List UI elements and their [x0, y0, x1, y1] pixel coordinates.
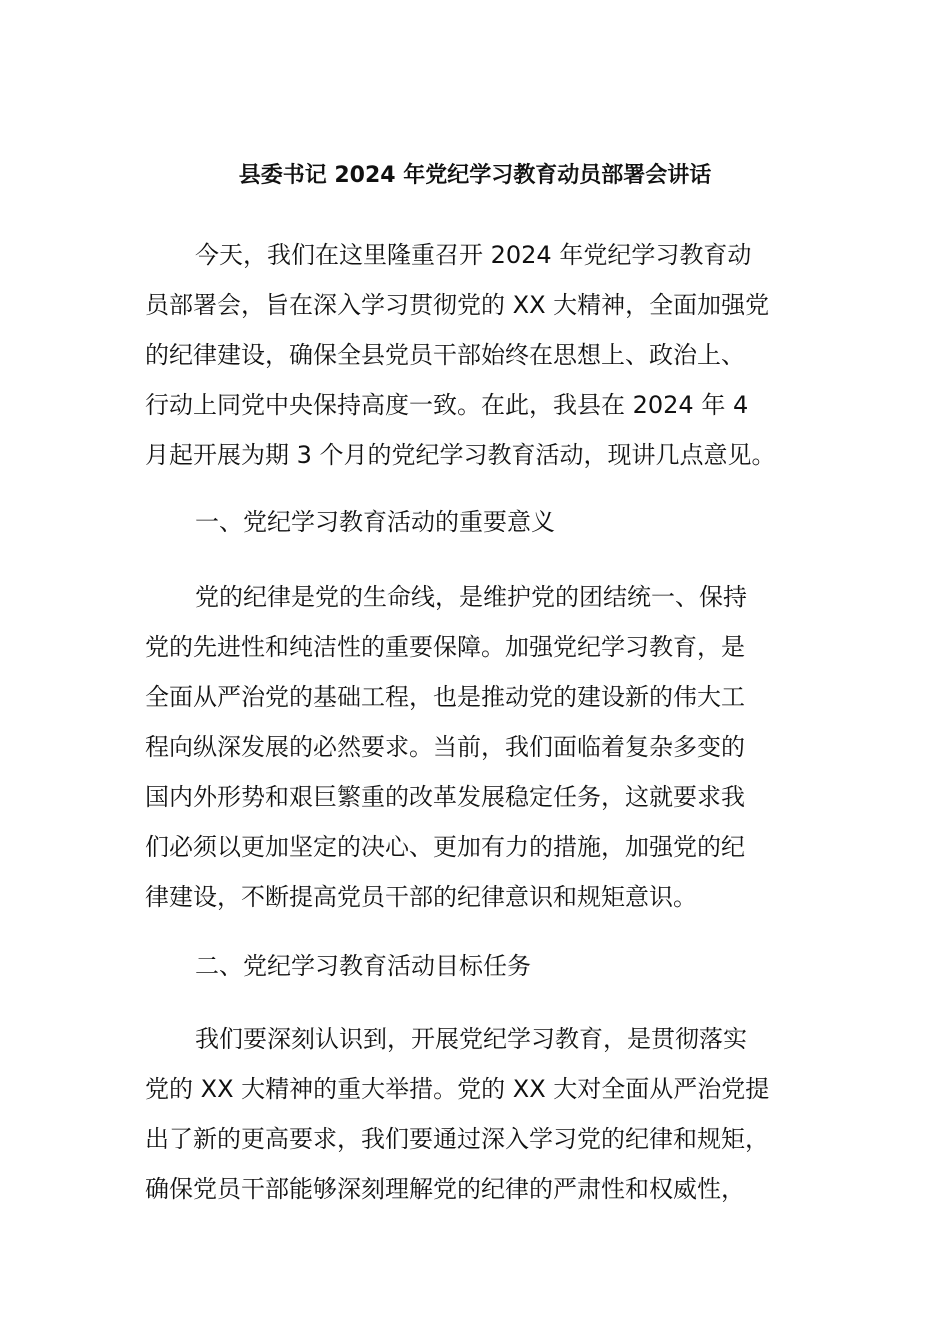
- text-line: 员部署会，旨在深入学习贯彻党的 XX 大精神，全面加强党: [145, 291, 770, 319]
- paragraph-significance: [145, 572, 805, 922]
- text-line: 今天，我们在这里隆重召开 2024 年党纪学习教育动: [195, 241, 752, 269]
- document-title: 县委书记 2024 年党纪学习教育动员部署会讲话: [238, 163, 712, 188]
- text-line: 全面从严治党的基础工程，也是推动党的建设新的伟大工: [145, 683, 745, 711]
- text-line: 出了新的更高要求，我们要通过深入学习党的纪律和规矩，: [145, 1125, 769, 1153]
- heading-text: 二、党纪学习教育活动目标任务: [195, 952, 531, 980]
- text-line: 们必须以更加坚定的决心、更加有力的措施，加强党的纪: [145, 833, 745, 861]
- text-line: 月起开展为期 3 个月的党纪学习教育活动，现讲几点意见。: [145, 441, 776, 469]
- text-line: 的纪律建设，确保全县党员干部始终在思想上、政治上、: [145, 341, 745, 369]
- text-line: 确保党员干部能够深刻理解党的纪律的严肃性和权威性，: [145, 1175, 745, 1203]
- text-line: 程向纵深发展的必然要求。当前，我们面临着复杂多变的: [145, 733, 745, 761]
- text-line: 党的纪律是党的生命线，是维护党的团结统一、保持: [195, 583, 747, 611]
- paragraph-intro: [145, 230, 805, 480]
- text-line: 国内外形势和艰巨繁重的改革发展稳定任务，这就要求我: [145, 783, 745, 811]
- text-line: 我们要深刻认识到，开展党纪学习教育，是贯彻落实: [195, 1025, 747, 1053]
- text-line: 行动上同党中央保持高度一致。在此，我县在 2024 年 4: [145, 391, 749, 419]
- section-heading-2: [145, 941, 805, 991]
- text-line: 党的先进性和纯洁性的重要保障。加强党纪学习教育，是: [145, 633, 745, 661]
- paragraph-goals: [145, 1014, 805, 1214]
- text-line: 律建设，不断提高党员干部的纪律意识和规矩意识。: [145, 883, 697, 911]
- heading-text: 一、党纪学习教育活动的重要意义: [195, 508, 555, 536]
- text-line: 党的 XX 大精神的重大举措。党的 XX 大对全面从严治党提: [145, 1075, 770, 1103]
- section-heading-1: [145, 497, 805, 547]
